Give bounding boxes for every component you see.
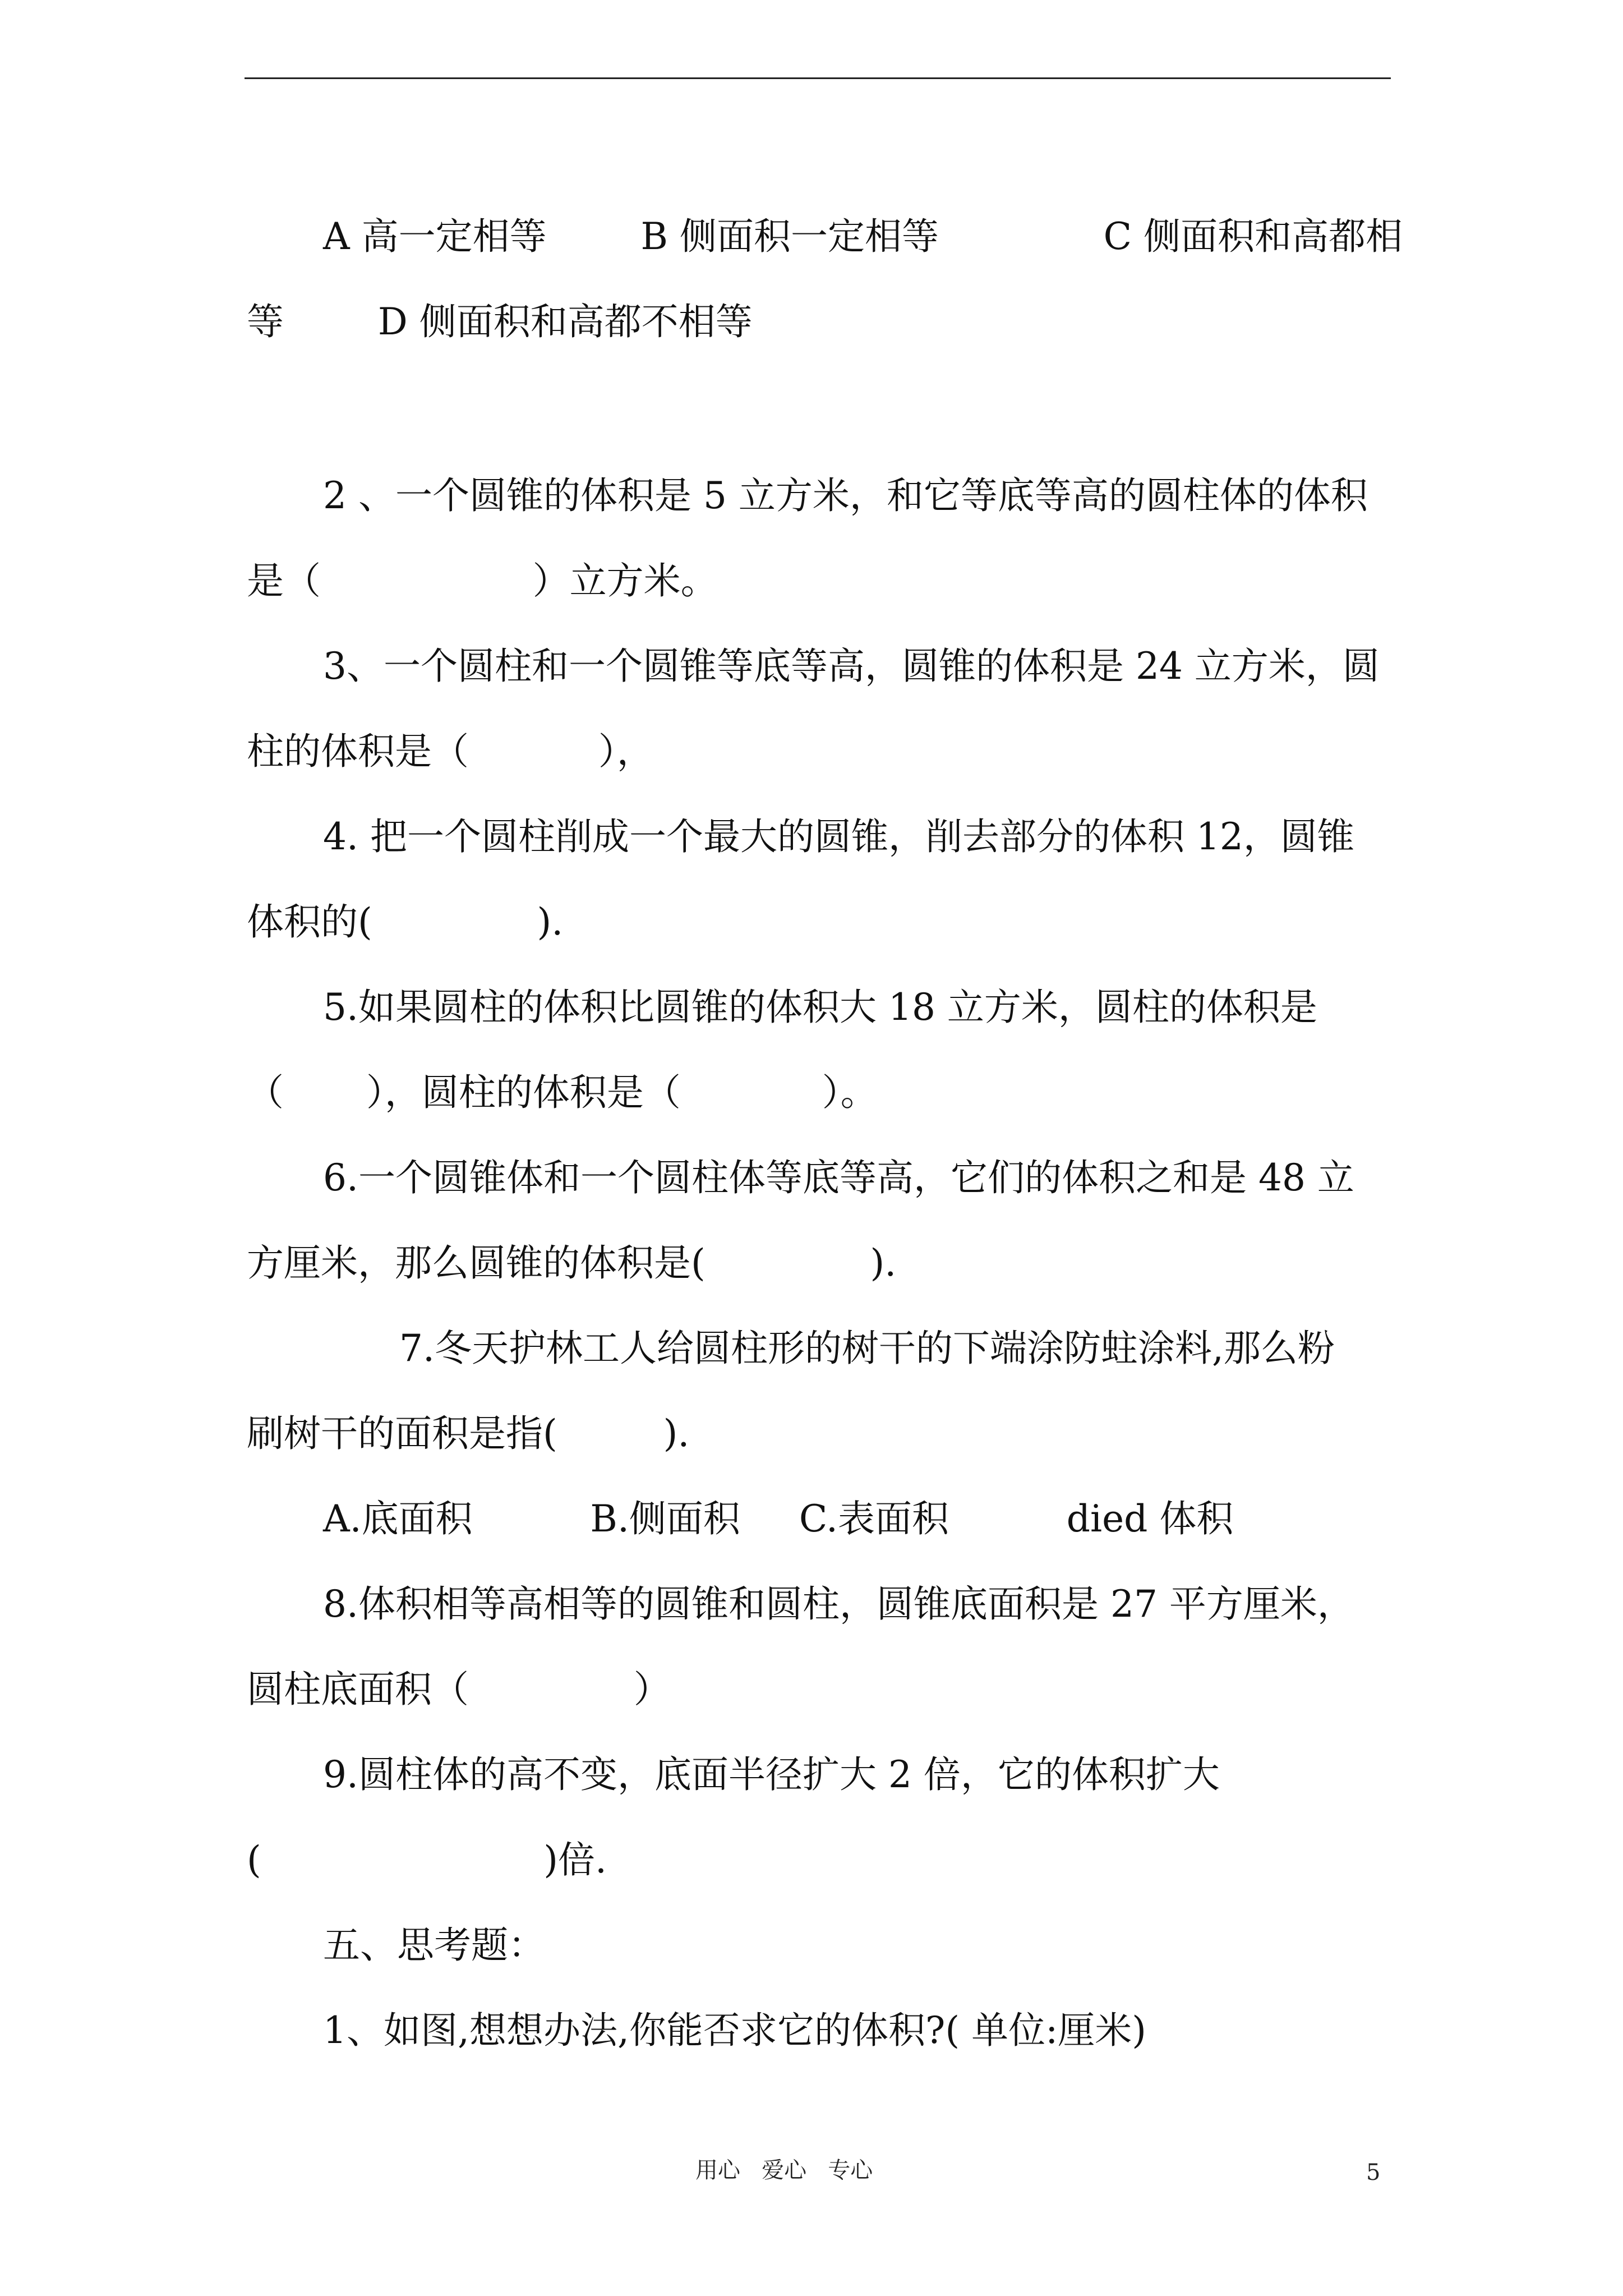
q3-line-1: 3、一个圆柱和一个圆锥等底等高，圆锥的体积是 24 立方米，圆 [323,645,1380,688]
page-number: 5 [1366,2160,1381,2185]
q5-line-2: （ ），圆柱的体积是（ ）。 [247,1071,878,1114]
q9-line-2: ( )倍. [247,1838,607,1881]
q2-line-1: 2 、一个圆锥的体积是 5 立方米，和它等底等高的圆柱体的体积 [323,474,1368,517]
q7-line-2: 刷树干的面积是指( ). [247,1412,690,1455]
header-rule [245,77,1391,79]
q6-line-2: 方厘米，那么圆锥的体积是( ). [247,1241,897,1285]
q8-line-1: 8.体积相等高相等的圆锥和圆柱，圆锥底面积是 27 平方厘米， [323,1582,1354,1626]
thinking-question-1: 1、如图,想想办法,你能否求它的体积?( 单位:厘米) [323,2009,1147,2052]
q1-options-line-1: A 高一定相等 B 侧面积一定相等 C 侧面积和高都相 [323,215,1403,258]
q7-line-1: 7.冬天护林工人给圆柱形的树干的下端涂防蛀涂料,那么粉 [399,1327,1335,1370]
q5-line-1: 5.如果圆柱的体积比圆锥的体积大 18 立方米，圆柱的体积是 [323,986,1317,1029]
q4-line-2: 体积的( ). [247,900,564,944]
footer-motto: 用心 爱心 专心 [695,2157,873,2183]
q7-options: A.底面积 B.侧面积 C.表面积 died 体积 [323,1497,1234,1540]
q9-line-1: 9.圆柱体的高不变，底面半径扩大 2 倍，它的体积扩大 [323,1753,1220,1796]
q2-line-2: 是（ ）立方米。 [247,559,718,602]
q8-line-2: 圆柱底面积（ ） [247,1668,671,1711]
q4-line-1: 4. 把一个圆柱削成一个最大的圆锥，削去部分的体积 12，圆锥 [323,815,1354,858]
section-heading: 五、思考题： [323,1924,545,1967]
q3-line-2: 柱的体积是（ ）， [247,730,654,773]
q1-options-line-2: 等 D 侧面积和高都不相等 [247,300,753,343]
q6-line-1: 6.一个圆锥体和一个圆柱体等底等高，它们的体积之和是 48 立 [323,1156,1354,1199]
